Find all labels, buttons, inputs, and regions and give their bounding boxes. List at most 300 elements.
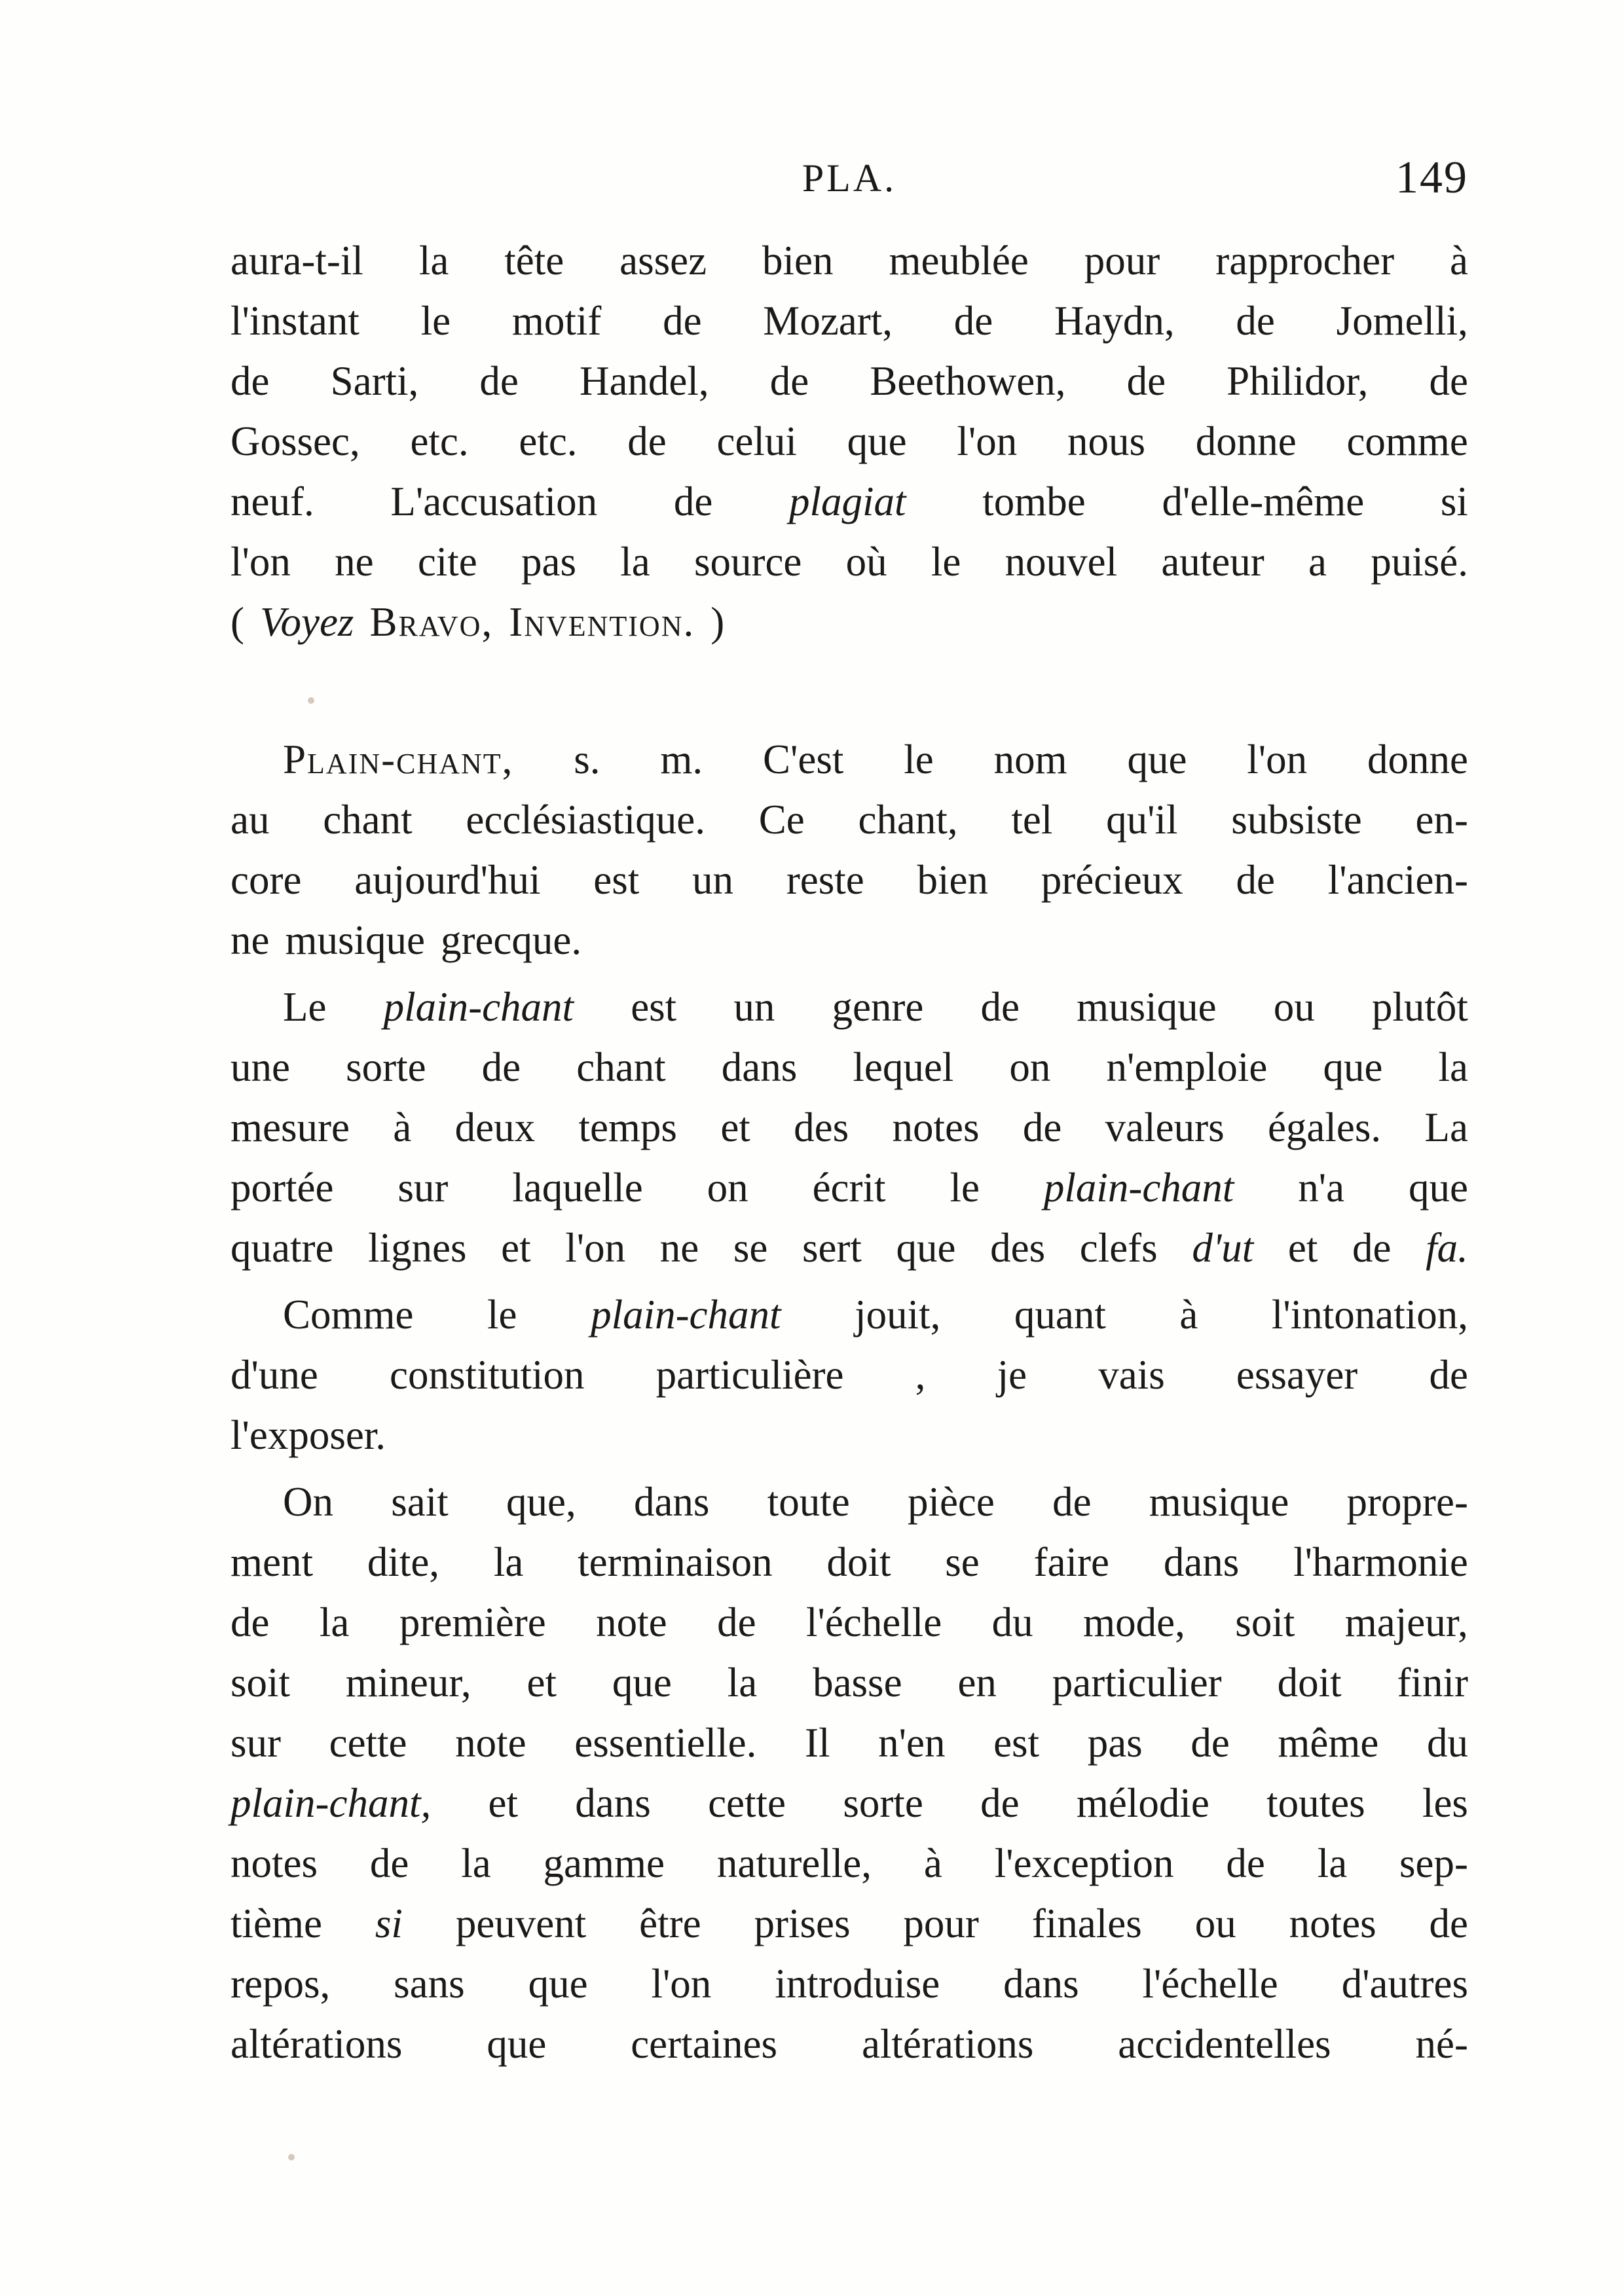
word: musique (1077, 984, 1217, 1030)
word: finir (1397, 1660, 1468, 1705)
word: quant (1014, 1292, 1106, 1338)
word: nouvel (1005, 539, 1118, 585)
word: altérations (231, 2021, 403, 2067)
word: on (1009, 1044, 1051, 1090)
word: dans (1003, 1961, 1079, 2007)
word: tel (1011, 797, 1053, 843)
word (1192, 1218, 1253, 1278)
word: pas (1087, 1720, 1143, 1766)
word: accidentelles (1118, 2021, 1331, 2067)
word: donne (1367, 737, 1468, 782)
word: sur (397, 1165, 449, 1211)
word: la (461, 1840, 491, 1886)
word: assez (619, 238, 707, 283)
word (260, 592, 354, 652)
paragraph-gap (231, 1278, 1468, 1285)
word: , (915, 1352, 926, 1398)
word: ment (231, 1539, 313, 1585)
text-line (231, 1652, 1468, 1713)
word: que (612, 1660, 672, 1705)
word: de (663, 298, 702, 344)
word: l'échelle (1142, 1961, 1278, 2007)
word: finales (1031, 1901, 1142, 1946)
word: Beethowen, (870, 358, 1066, 404)
word: que (528, 1961, 588, 2007)
word: doit (826, 1539, 891, 1585)
word: de (1429, 1352, 1468, 1398)
word: l'on (565, 1225, 626, 1271)
word: de (1190, 1720, 1230, 1766)
word: qu'il (1106, 797, 1178, 843)
word: même (1278, 1720, 1379, 1766)
word: l'on (957, 418, 1018, 464)
word: l'ancien- (1327, 857, 1468, 903)
word: de (980, 984, 1020, 1030)
word: clefs (1079, 1225, 1158, 1271)
word: tième (231, 1901, 322, 1946)
word: majeur, (1344, 1599, 1468, 1645)
word: dans (575, 1780, 651, 1826)
word: Invention. (509, 599, 695, 645)
word: notes (231, 1840, 318, 1886)
word: particulière (655, 1352, 844, 1398)
word: ( (231, 599, 244, 645)
word: grecque. (440, 917, 582, 963)
word: auteur (1161, 539, 1264, 585)
word: note (596, 1599, 667, 1645)
word: notes (892, 1104, 980, 1150)
italic-word: plagiat (789, 479, 906, 524)
word: jouit, (855, 1292, 941, 1338)
italic-word: plain-chant (383, 984, 574, 1030)
word: l'exception (994, 1840, 1174, 1886)
word: pièce (907, 1479, 995, 1525)
word: le (904, 737, 934, 782)
word: mélodie (1076, 1780, 1209, 1826)
word: temps (578, 1104, 677, 1150)
word: de (1052, 1479, 1092, 1525)
word: certaines (631, 2021, 778, 2067)
word: dans (1163, 1539, 1240, 1585)
word: l'exposer. (231, 1412, 386, 1458)
word: pas (521, 539, 576, 585)
word: à (1450, 238, 1468, 283)
word: dans (633, 1479, 710, 1525)
word: et (501, 1225, 531, 1271)
text-line (231, 230, 1468, 291)
italic-word: Voyez (259, 599, 354, 645)
word: portée (231, 1165, 334, 1211)
word: La (1424, 1104, 1468, 1150)
word: l'échelle (806, 1599, 942, 1645)
word: l'on (651, 1961, 712, 2007)
word: de (481, 1044, 521, 1090)
word: sait (391, 1479, 449, 1525)
word: est (631, 984, 677, 1030)
word: basse (813, 1660, 902, 1705)
word: en (957, 1660, 997, 1705)
text-line (231, 532, 1468, 592)
word: comme (1346, 418, 1468, 464)
text-line (231, 1773, 1468, 1833)
word: des (794, 1104, 849, 1150)
word: dans (721, 1044, 798, 1090)
word: du (991, 1599, 1033, 1645)
word: tête (504, 238, 564, 283)
paragraph-gap (231, 1465, 1468, 1472)
paper-speck (288, 2154, 295, 2160)
word: sorte (843, 1780, 923, 1826)
word: se (733, 1225, 768, 1271)
word: nous (1067, 418, 1145, 464)
word: Philidor, (1227, 358, 1369, 404)
word: donne (1195, 418, 1297, 464)
word: rapprocher (1215, 238, 1395, 283)
word (1426, 1218, 1468, 1278)
word: le (950, 1165, 980, 1211)
word: dite, (367, 1539, 440, 1585)
word: d'une (231, 1352, 318, 1398)
word: notes (1289, 1901, 1376, 1946)
word: meublée (889, 238, 1029, 283)
word: à (393, 1104, 412, 1150)
word: chant (323, 797, 413, 843)
word: pour (1084, 238, 1160, 283)
word: core (231, 857, 302, 903)
text-line (231, 1097, 1468, 1157)
word: le (420, 298, 451, 344)
word: ne (231, 917, 270, 963)
word: terminaison (578, 1539, 773, 1585)
word: sep- (1399, 1840, 1468, 1886)
word: que (847, 418, 907, 464)
word: ) (710, 599, 725, 645)
word: etc. (519, 418, 578, 464)
paragraph-gap (231, 970, 1468, 977)
word (789, 471, 906, 532)
word: un (692, 857, 734, 903)
word: musique (285, 917, 425, 963)
word: lignes (368, 1225, 467, 1271)
word: Mozart, (763, 298, 893, 344)
word (231, 1773, 431, 1833)
text-line (231, 910, 1468, 970)
word: chant, (858, 797, 958, 843)
word: essayer (1236, 1352, 1358, 1398)
word: Il (805, 1720, 830, 1766)
word: Plain-chant, (283, 737, 514, 782)
word: bien (917, 857, 989, 903)
word: de (769, 358, 809, 404)
word: première (399, 1599, 546, 1645)
word: toute (767, 1479, 850, 1525)
word: prises (754, 1901, 851, 1946)
word: note (455, 1720, 526, 1766)
word: du (1426, 1720, 1468, 1766)
word: repos, (231, 1961, 331, 2007)
text-line (231, 1954, 1468, 2014)
word: sans (394, 1961, 465, 2007)
word: altérations (861, 2021, 1034, 2067)
word: une (231, 1044, 290, 1090)
word: deux (454, 1104, 536, 1150)
word: de (1429, 358, 1468, 404)
word: l'harmonie (1293, 1539, 1468, 1585)
word: n'a (1298, 1165, 1345, 1211)
word: l'instant (231, 298, 360, 344)
word: subsiste (1231, 797, 1362, 843)
text-line (231, 1532, 1468, 1592)
word: de (980, 1780, 1020, 1826)
word: vais (1098, 1352, 1165, 1398)
word: motif (511, 298, 602, 344)
word (375, 1893, 403, 1954)
text-line (231, 1893, 1468, 1954)
word: nom (993, 737, 1067, 782)
text-line (231, 1218, 1468, 1278)
word: le (931, 539, 961, 585)
word: Haydn, (1054, 298, 1175, 344)
text-line (231, 1345, 1468, 1405)
text-line (231, 1285, 1468, 1345)
word: de (1352, 1225, 1392, 1271)
word: que (1127, 737, 1187, 782)
word: Jomelli, (1336, 298, 1468, 344)
word: où (845, 539, 887, 585)
word: introduise (775, 1961, 940, 2007)
word (384, 977, 574, 1037)
text-line (231, 1713, 1468, 1773)
word: cette (329, 1720, 407, 1766)
word: des (990, 1225, 1046, 1271)
text-line (231, 1157, 1468, 1218)
word: ne (335, 539, 374, 585)
word: à (1179, 1292, 1198, 1338)
italic-word: si (375, 1901, 403, 1946)
word: reste (786, 857, 864, 903)
text-line (231, 1472, 1468, 1532)
word: peuvent (455, 1901, 587, 1946)
word: de (953, 298, 993, 344)
word: chant (576, 1044, 666, 1090)
word: est (593, 857, 640, 903)
word: propre- (1346, 1479, 1468, 1525)
text-line (231, 592, 1468, 652)
word: bien (762, 238, 834, 283)
word: égales. (1267, 1104, 1382, 1150)
italic-word: plain-chant (591, 1292, 781, 1338)
word: celui (716, 418, 797, 464)
word: de (1236, 298, 1275, 344)
word: Le (283, 984, 327, 1030)
text-line (231, 351, 1468, 411)
paragraph-gap (231, 652, 1468, 729)
text-line (231, 1592, 1468, 1652)
word: mesure (231, 1104, 350, 1150)
word: la (493, 1539, 524, 1585)
word: ou (1194, 1901, 1236, 1946)
word: d'autres (1341, 1961, 1468, 2007)
word: de (369, 1840, 409, 1886)
italic-word: d'ut (1192, 1225, 1254, 1271)
word: Ce (758, 797, 805, 843)
word: musique (1149, 1479, 1289, 1525)
word: de (1236, 857, 1275, 903)
word: toutes (1266, 1780, 1365, 1826)
word: l'on (1247, 737, 1308, 782)
word: et (1287, 1225, 1318, 1271)
text-line (231, 790, 1468, 850)
word: Sarti, (330, 358, 419, 404)
word: de (673, 479, 713, 524)
word: que, (506, 1479, 576, 1525)
word: soit (1235, 1599, 1295, 1645)
word: On (283, 1479, 333, 1525)
word: et (526, 1660, 557, 1705)
word: la (319, 1599, 350, 1645)
word: que (1323, 1044, 1383, 1090)
word: ne (659, 1225, 699, 1271)
word: de (717, 1599, 756, 1645)
word: d'elle-même (1162, 479, 1365, 524)
word: se (945, 1539, 980, 1585)
word: doit (1277, 1660, 1342, 1705)
word: s. (574, 737, 600, 782)
word: que (1409, 1165, 1468, 1211)
word: la (418, 238, 449, 283)
word: au (231, 797, 270, 843)
word: constitution (390, 1352, 585, 1398)
word: un (733, 984, 775, 1030)
word: cite (417, 539, 477, 585)
word: etc. (410, 418, 469, 464)
word (1044, 1157, 1234, 1218)
word: laquelle (512, 1165, 643, 1211)
text-line (231, 2014, 1468, 2074)
word: Gossec, (231, 418, 360, 464)
word: aura-t-il (231, 238, 363, 283)
word: est (993, 1720, 1040, 1766)
word: et (488, 1780, 518, 1826)
word: Handel, (579, 358, 709, 404)
word: de (627, 418, 667, 464)
word: né- (1415, 2021, 1468, 2067)
word: je (997, 1352, 1027, 1398)
italic-word: plain-chant (1043, 1165, 1234, 1211)
word: en- (1415, 797, 1468, 843)
page-number: 149 (1395, 153, 1468, 203)
text-line (231, 1833, 1468, 1893)
word: tombe (982, 479, 1086, 524)
word: l'on (231, 539, 291, 585)
running-head (231, 153, 1468, 215)
word: de (1022, 1104, 1062, 1150)
word: le (487, 1292, 517, 1338)
word: plutôt (1371, 984, 1468, 1030)
text-line (231, 411, 1468, 471)
word: aujourd'hui (354, 857, 541, 903)
word: sur (231, 1720, 281, 1766)
word: de (231, 1599, 270, 1645)
word: à (923, 1840, 942, 1886)
paper-speck (308, 697, 314, 704)
word: Bravo, (369, 599, 494, 645)
word: pour (903, 1901, 979, 1946)
word: m. (660, 737, 703, 782)
word: ou (1273, 984, 1315, 1030)
word: particulier (1052, 1660, 1222, 1705)
word: que (896, 1225, 956, 1271)
word: source (693, 539, 802, 585)
word: ecclésiastique. (466, 797, 705, 843)
word: quatre (231, 1225, 334, 1271)
word: mode, (1083, 1599, 1185, 1645)
word: sert (802, 1225, 862, 1271)
text-line (231, 1037, 1468, 1097)
running-head-title: PLA. (802, 156, 897, 200)
word: être (639, 1901, 701, 1946)
word: l'intonation, (1271, 1292, 1468, 1338)
word: les (1422, 1780, 1468, 1826)
word: de (1126, 358, 1166, 404)
word: faire (1033, 1539, 1109, 1585)
word (591, 1285, 781, 1345)
word: écrit (812, 1165, 886, 1211)
word: cette (708, 1780, 786, 1826)
word: naturelle, (716, 1840, 872, 1886)
word: la (1438, 1044, 1468, 1090)
word: on (707, 1165, 748, 1211)
word: essentielle. (574, 1720, 757, 1766)
word: la (620, 539, 650, 585)
word: L'accusation (390, 479, 598, 524)
word: Comme (283, 1292, 414, 1338)
word: de (231, 358, 270, 404)
text-line (231, 291, 1468, 351)
word: la (727, 1660, 758, 1705)
text-line (231, 471, 1468, 532)
word: soit (231, 1660, 291, 1705)
word: de (1429, 1901, 1468, 1946)
text-line (231, 850, 1468, 910)
word: de (1226, 1840, 1265, 1886)
text-line (231, 729, 1468, 790)
word: et (720, 1104, 750, 1150)
word: si (1440, 479, 1468, 524)
word: de (479, 358, 519, 404)
word: n'emploie (1106, 1044, 1268, 1090)
word: genre (832, 984, 924, 1030)
word: sorte (346, 1044, 426, 1090)
text-line (231, 1405, 1468, 1465)
word: mineur, (345, 1660, 471, 1705)
word: n'en (878, 1720, 946, 1766)
text-line (231, 977, 1468, 1037)
word: valeurs (1105, 1104, 1225, 1150)
word: précieux (1041, 857, 1183, 903)
body-text (231, 230, 1468, 2074)
word: puisé. (1371, 539, 1468, 585)
word: a (1308, 539, 1327, 585)
word: C'est (763, 737, 844, 782)
word: neuf. (231, 479, 314, 524)
italic-word: plain-chant, (231, 1780, 432, 1826)
word: lequel (853, 1044, 954, 1090)
word: que (487, 2021, 547, 2067)
word: gamme (543, 1840, 665, 1886)
word: la (1317, 1840, 1348, 1886)
italic-word: fa. (1426, 1225, 1468, 1271)
